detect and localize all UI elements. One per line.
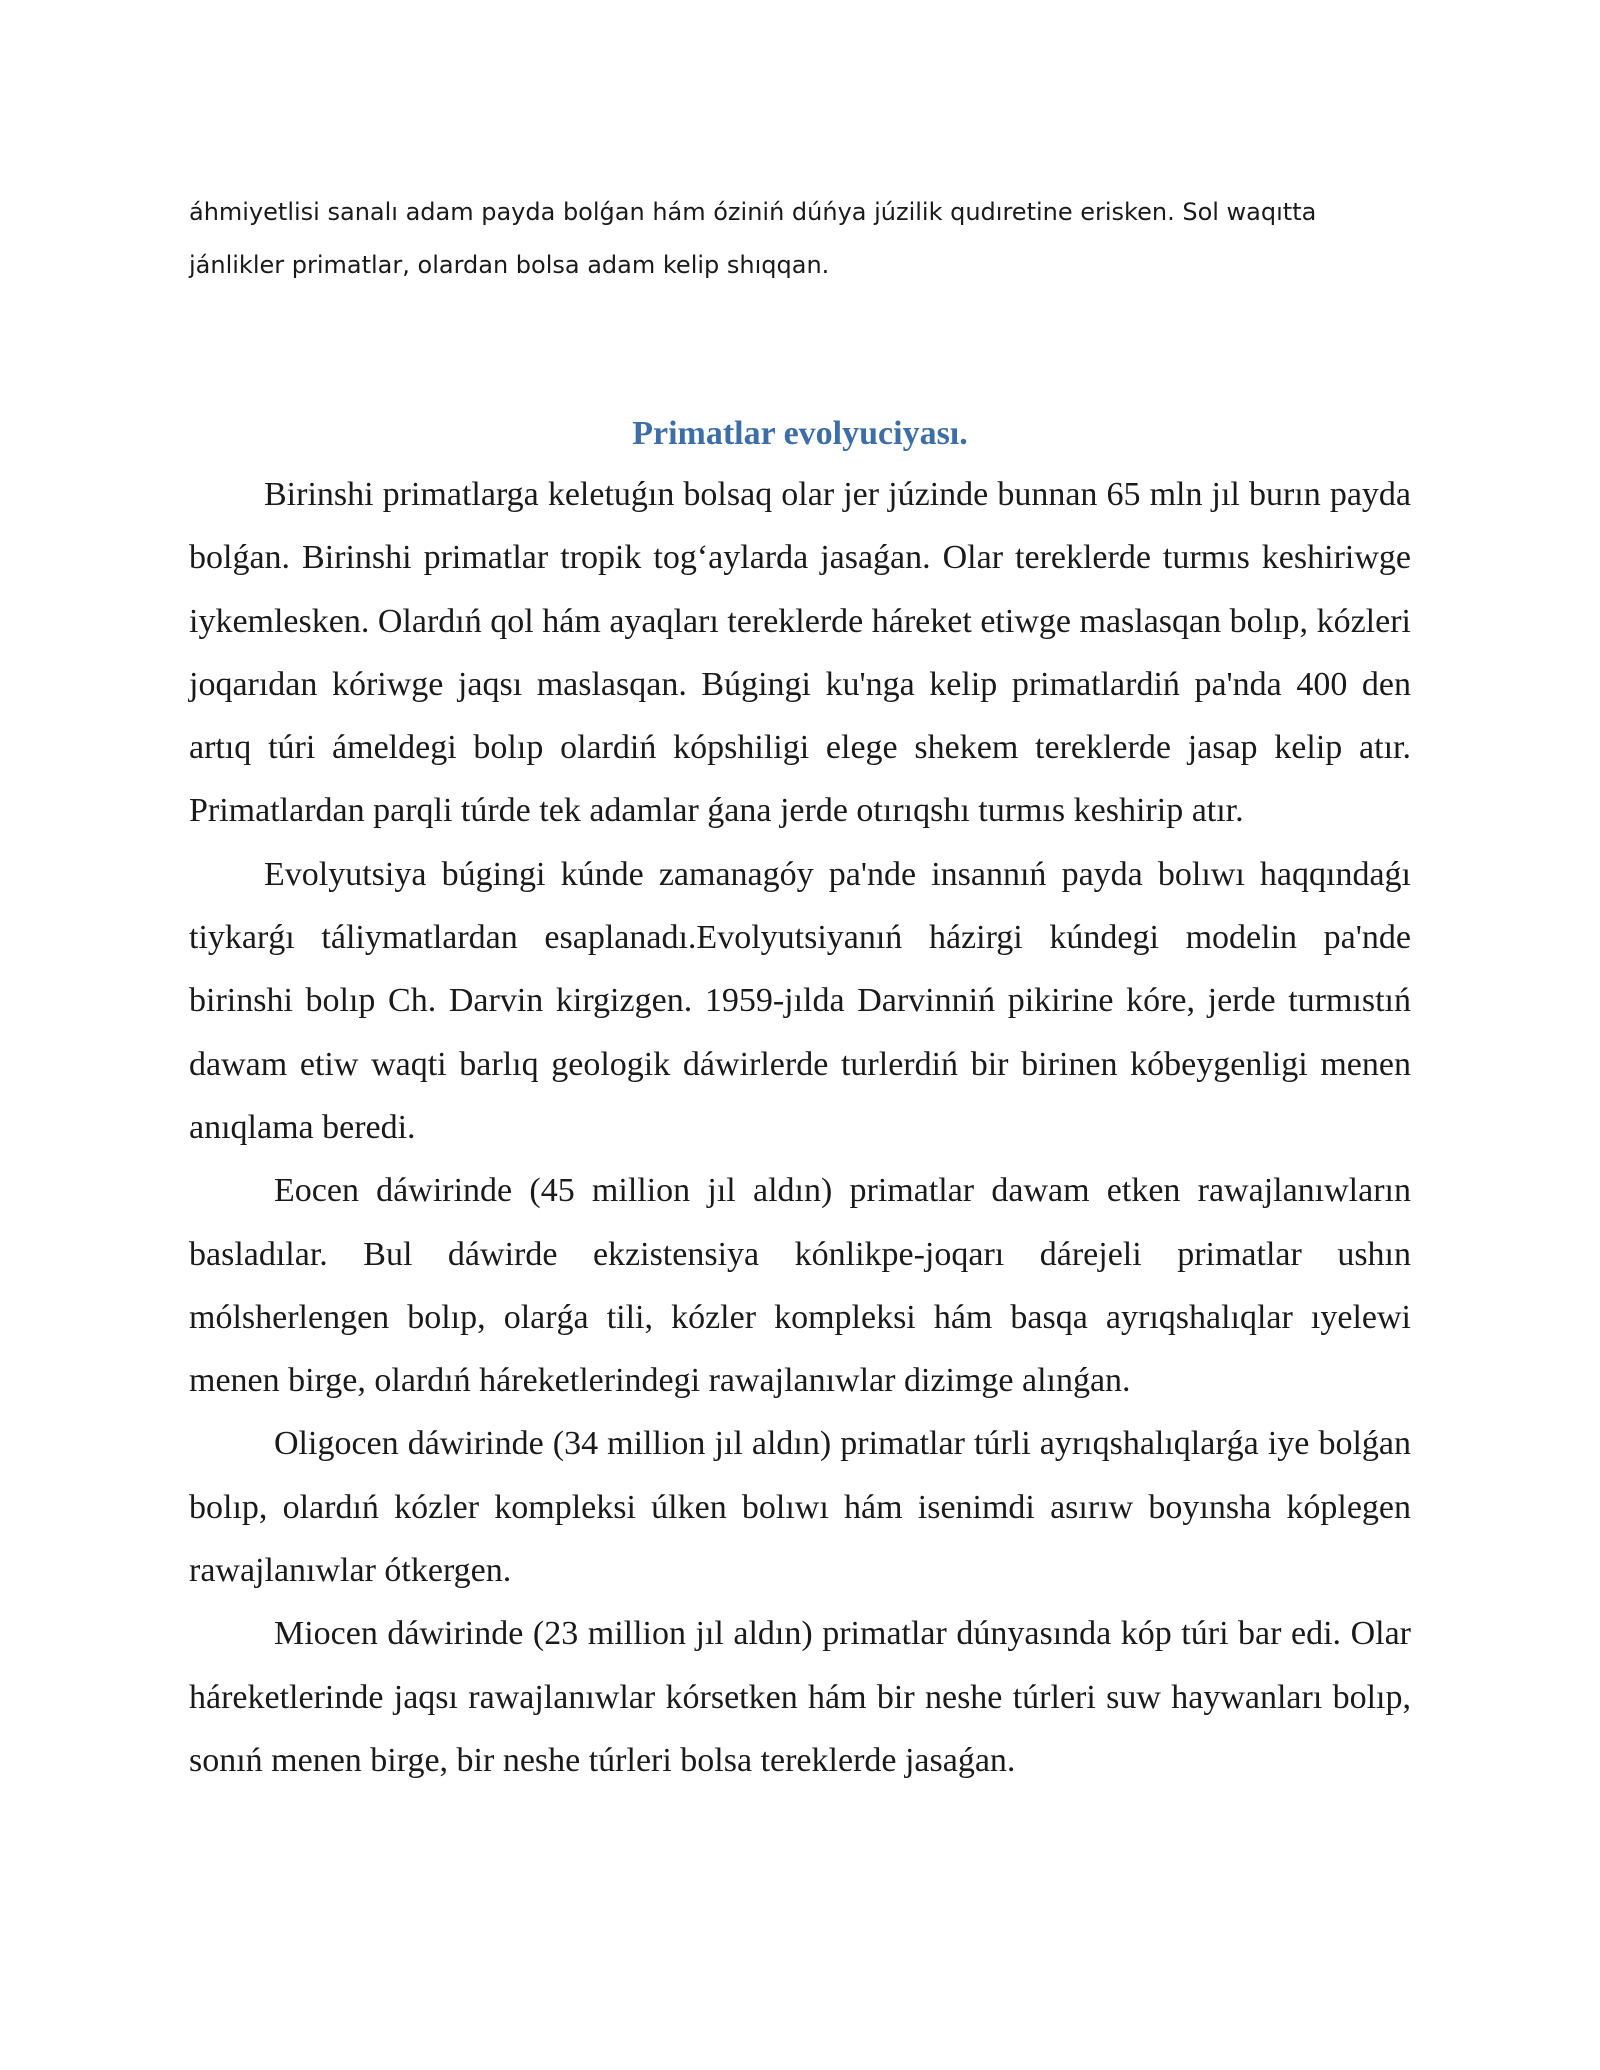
paragraph-4: Oligocen dáwirinde (34 million jıl aldın) primatlar túrli ayrıqshalıqlarǵa iye bolǵan bolıp, olardıń kózler kompleksi úlken bolıwı hám isenimdi asırıw boyınsha kóplegen rawajlanıwlar ótkergen. [189, 1425, 1411, 1590]
section-body [189, 463, 1411, 1792]
intro-paragraph: áhmiyetlisi sanalı adam payda bolǵan hám óziniń dúńya júzilik qudıretine erisken. Sol waqıtta jánlikler primatlar, olardan bolsa adam kelip shıqqan. [189, 198, 1317, 279]
intro-block [189, 186, 1411, 292]
paragraph-3: Eocen dáwirinde (45 million jıl aldın) primatlar dawam etken rawajlanıwların basladılar. Bul dáwirde ekzistensiya kónlikpe-joqarı dárejeli primatlar ushın mólsherlengen bolıp, olarǵa tili, kózler kompleksi hám basqa ayrıqshalıqlar ıyelewi menen birge, olardıń háreketlerindegi rawajlanıwlar dizimge alınǵan. [189, 1172, 1411, 1400]
section-title: Primatlar evolyuciyası. [632, 415, 968, 452]
paragraph-2: Evolyutsiya búgingi kúnde zamanagóy pa'nde insannıń payda bolıwı haqqındaǵı tiykarǵı táliymatlardan esaplanadı.Evolyutsiyanıń házirgi kúndegi modelin pa'nde birinshi bolıp Ch. Darvin kirgizgen. 1959-jılda Darvinniń pikirine kóre, jerde turmıstıń dawam etiw waqti barlıq geologik dáwirlerde turlerdiń bir birinen kóbeygenligi menen anıqlama beredi. [189, 855, 1411, 1146]
paragraph-5: Miocen dáwirinde (23 million jıl aldın) primatlar dúnyasında kóp túri bar edi. Olar háreketlerinde jaqsı rawajlanıwlar kórsetken hám bir neshe túrleri suw haywanları bolıp, sonıń menen birge, bir neshe túrleri bolsa tereklerde jasaǵan. [189, 1615, 1411, 1779]
paragraph-1: Birinshi primatlarga keletuǵın bolsaq olar jer júzinde bunnan 65 mln jıl burın payda bolǵan. Birinshi primatlar tropik tog‘aylarda jasaǵan. Olar tereklerde turmıs keshiriwge iykemlesken. Olardıń qol hám ayaqları tereklerde háreket etiwge maslasqan bolıp, kózleri joqarıdan kóriwge jaqsı maslasqan. Búgingi ku'nga kelip primatlardiń pa'nda 400 den artıq túri ámeldegi bolıp olardiń kópshiligi elege shekem tereklerde jasap kelip atır. Primatlardan parqli túrde tek adamlar ǵana jerde otırıqshı turmıs keshirip atır. [189, 476, 1411, 830]
